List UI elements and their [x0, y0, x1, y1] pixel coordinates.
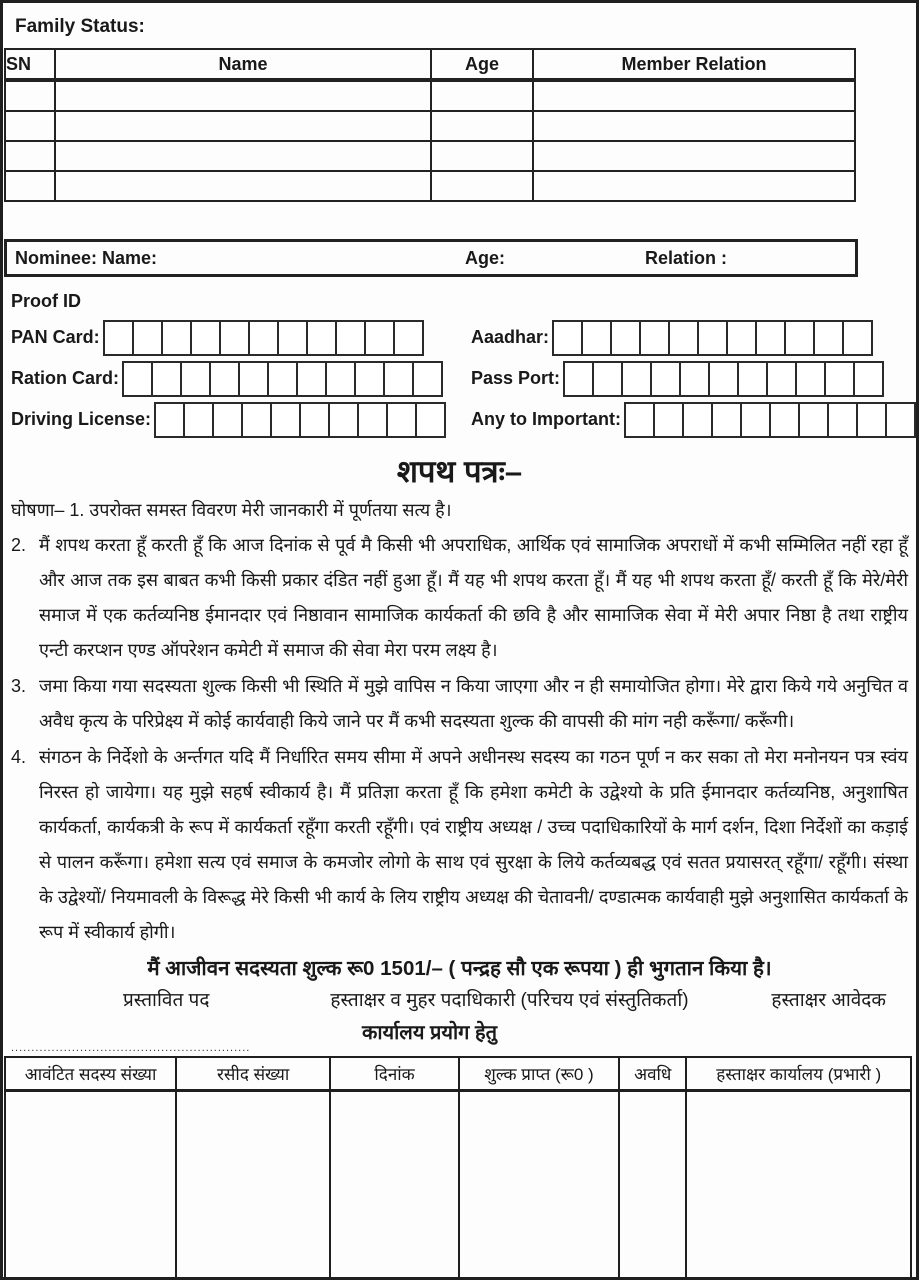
- office-use-title: कार्यालय प्रयोग हेतु: [361, 1022, 498, 1044]
- digit-box: [592, 361, 623, 397]
- digit-box: [621, 361, 652, 397]
- proof-field-passport: [471, 361, 916, 397]
- family-cell-sn: [5, 171, 55, 201]
- family-cell-relation: [533, 141, 855, 171]
- office-cell: [330, 1091, 459, 1280]
- family-cell-age: [431, 111, 533, 141]
- clause-text: संगठन के निर्देशो के अर्न्तगत यदि मैं निर्धारित समय सीमा में अपने अधीनस्थ सदस्य का गठन पूर्ण न कर सका तो मेरा मनोनयन पत्र स्वंय निरस्त हो जायेगा। यह मुझे सहर्ष स्वीकार्य है। मैं प्रतिज्ञा करता हूँ कि हमेशा कमेटी के उद्वेश्यो के प्रति ईमानदार कर्तव्यनिष्ठ, अनुशाषित कार्यकर्ता, कार्यकत्री के रूप में कार्यकर्ता रहूँगा करती रहूँगी। एवं राष्ट्रीय अध्यक्ष / उच्च पदाधिकारियों के मार्ग दर्शन, दिशा निर्देशों का कड़ाई से पालन करूँगा। हमेशा सत्य एवं समाज के कमजोर लोगो के साथ एवं सुरक्षा के लिये कर्तव्यबद्ध एवं सतत प्रयासरत् रहूँगा/ रहूँगी। संस्था के उद्वेश्यों/ नियमावली के विरूद्ध मेरे किसी भी कार्य के लिय राष्ट्रीय अध्यक्ष की चेतावनी/ दण्डात्मक कार्यवाही मुझे अनुशासित कार्यकर्ता के रूप में स्वीकार्य होगी।: [39, 747, 908, 942]
- family-cell-age: [431, 141, 533, 171]
- office-use-row: [3, 1012, 916, 1056]
- family-cell-relation: [533, 80, 855, 111]
- signature-row: [78, 986, 886, 1012]
- digit-box: [653, 402, 684, 438]
- office-header-date: दिनांक: [330, 1057, 459, 1091]
- proof-field-ration: [11, 361, 471, 397]
- aadhar-label: Aaadhar:: [471, 327, 550, 347]
- nominee-row: [4, 239, 858, 277]
- family-cell-sn: [5, 141, 55, 171]
- family-cell-name: [55, 80, 431, 111]
- family-cell-name: [55, 141, 431, 171]
- office-cell: [619, 1091, 686, 1280]
- office-table-body-row: [5, 1091, 911, 1280]
- office-table-header-row: [5, 1057, 911, 1091]
- digit-box: [212, 402, 243, 438]
- any-important-label: Any to Important:: [471, 409, 621, 429]
- office-cell: [459, 1091, 619, 1280]
- digit-box: [711, 402, 742, 438]
- digit-box: [755, 320, 786, 356]
- digit-box: [885, 402, 916, 438]
- digit-box: [824, 361, 855, 397]
- digit-box: [412, 361, 443, 397]
- office-cell: [5, 1091, 176, 1280]
- driving-license-boxes: [156, 402, 446, 438]
- family-header-relation: Member Relation: [533, 49, 855, 80]
- family-cell-relation: [533, 171, 855, 201]
- oath-clause-2: [11, 528, 908, 668]
- proof-field-aadhar: [471, 320, 916, 356]
- proposed-post-label: प्रस्तावित पद: [123, 990, 210, 1011]
- digit-box: [132, 320, 163, 356]
- digit-box: [798, 402, 829, 438]
- office-header-member-number: आवंटित सदस्य संख्या: [5, 1057, 176, 1091]
- digit-box: [386, 402, 417, 438]
- digit-box: [296, 361, 327, 397]
- digit-box: [241, 402, 272, 438]
- family-table-header-row: [5, 49, 855, 80]
- office-header-fee-received: शुल्क प्राप्त (रू0 ): [459, 1057, 619, 1091]
- proof-field-pan: [11, 320, 471, 356]
- clause-number: 4.: [11, 747, 27, 767]
- digit-box: [740, 402, 771, 438]
- proof-row-2: [11, 358, 916, 399]
- digit-box: [103, 320, 134, 356]
- pan-card-boxes: [105, 320, 424, 356]
- digit-box: [726, 320, 757, 356]
- officer-signature-label: हस्ताक्षर व मुहर पदाधिकारी (परिचय एवं संस्तुतिकर्ता): [330, 990, 689, 1011]
- office-header-office-signature: हस्ताक्षर कार्यालय (प्रभारी ): [686, 1057, 911, 1091]
- oath-title: शपथ पत्रः–: [396, 454, 523, 489]
- driving-license-label: Driving License:: [11, 409, 152, 429]
- digit-box: [219, 320, 250, 356]
- digit-box: [650, 361, 681, 397]
- digit-box: [151, 361, 182, 397]
- clause-number: 3.: [11, 676, 27, 696]
- digit-box: [610, 320, 641, 356]
- family-cell-name: [55, 171, 431, 201]
- clause-text: जमा किया गया सदस्यता शुल्क किसी भी स्थिति में मुझे वापिस न किया जाएगा और न ही समायोजित होगा। मेरे द्वारा किये गये अनुचित व अवैध कृत्य के परिप्रेक्ष्य में कोई कार्यवाही किये जाने पर मैं कभी सदस्यता शुल्क की वापसी की मांग नही करूँगा/ करूँगी।: [39, 676, 908, 731]
- digit-box: [299, 402, 330, 438]
- office-header-duration: अवधि: [619, 1057, 686, 1091]
- digit-box: [853, 361, 884, 397]
- digit-box: [842, 320, 873, 356]
- digit-box: [383, 361, 414, 397]
- digit-box: [325, 361, 356, 397]
- office-header-receipt-number: रसीद संख्या: [176, 1057, 330, 1091]
- passport-boxes: [565, 361, 884, 397]
- digit-box: [364, 320, 395, 356]
- digit-box: [708, 361, 739, 397]
- dotted-line: ...........................................................: [11, 1042, 251, 1054]
- digit-box: [267, 361, 298, 397]
- pan-card-label: PAN Card:: [11, 327, 100, 347]
- family-table-row: [5, 171, 855, 201]
- clause-number: 2.: [11, 535, 27, 555]
- family-table-row: [5, 80, 855, 111]
- clause-text: मैं शपथ करता हूँ करती हूँ कि आज दिनांक से पूर्व मै किसी भी अपराधिक, आर्थिक एवं सामाजिक अपराधों में कभी सम्मिलित नहीं रहा हूँ और आज तक इस बाबत कभी किसी प्रकार दंडित नहीं हुआ हूँ। मैं यह भी शपथ करता हूँ। मैं यह भी शपथ करता हूँ/ करती हूँ कि मेरे/मेरी समाज में एक कर्तव्यनिष्ठ ईमानदार एवं निष्ठावान सामाजिक कार्यकर्ता की छवि है और सामाजिक सेवा में मेरी अपार निष्ठा है तथा राष्ट्रीय एन्टी करप्शन एण्ड ऑपरेशन कमेटी में समाज की सेवा मेरा परम लक्ष्य है।: [39, 535, 908, 660]
- family-cell-age: [431, 80, 533, 111]
- digit-box: [552, 320, 583, 356]
- family-table: [4, 48, 856, 202]
- digit-box: [697, 320, 728, 356]
- digit-box: [856, 402, 887, 438]
- digit-box: [238, 361, 269, 397]
- digit-box: [209, 361, 240, 397]
- proof-id-title: Proof ID: [11, 291, 81, 311]
- digit-box: [328, 402, 359, 438]
- passport-label: Pass Port:: [471, 368, 561, 388]
- nominee-age-label: Age:: [465, 247, 505, 268]
- digit-box: [639, 320, 670, 356]
- office-cell: [176, 1091, 330, 1280]
- any-important-boxes: [626, 402, 916, 438]
- digit-box: [122, 361, 153, 397]
- family-table-row: [5, 141, 855, 171]
- digit-box: [682, 402, 713, 438]
- applicant-signature-label: हस्ताक्षर आवेदक: [771, 990, 886, 1011]
- digit-box: [668, 320, 699, 356]
- proof-row-1: [11, 317, 916, 358]
- nominee-name-label: Nominee: Name:: [15, 247, 158, 268]
- family-status-label: Family Status:: [15, 16, 145, 37]
- digit-box: [277, 320, 308, 356]
- aadhar-boxes: [554, 320, 873, 356]
- family-cell-name: [55, 111, 431, 141]
- digit-box: [813, 320, 844, 356]
- digit-box: [827, 402, 858, 438]
- family-table-row: [5, 111, 855, 141]
- digit-box: [161, 320, 192, 356]
- nominee-relation-label: Relation :: [645, 247, 728, 268]
- digit-box: [270, 402, 301, 438]
- digit-box: [180, 361, 211, 397]
- family-cell-sn: [5, 80, 55, 111]
- digit-box: [415, 402, 446, 438]
- digit-box: [393, 320, 424, 356]
- family-cell-age: [431, 171, 533, 201]
- family-header-sn: SN: [5, 49, 55, 80]
- digit-box: [354, 361, 385, 397]
- digit-box: [795, 361, 826, 397]
- family-header-name: Name: [55, 49, 431, 80]
- family-cell-sn: [5, 111, 55, 141]
- declaration-line: घोषणा– 1. उपरोक्त समस्त विवरण मेरी जानकारी में पूर्णतया सत्य है।: [11, 500, 452, 520]
- digit-box: [357, 402, 388, 438]
- digit-box: [563, 361, 594, 397]
- digit-box: [737, 361, 768, 397]
- digit-box: [784, 320, 815, 356]
- digit-box: [190, 320, 221, 356]
- digit-box: [769, 402, 800, 438]
- family-cell-relation: [533, 111, 855, 141]
- proof-field-any-important: [471, 402, 916, 438]
- office-use-table: [4, 1056, 912, 1280]
- digit-box: [248, 320, 279, 356]
- membership-fee-line: मैं आजीवन सदस्यता शुल्क रू0 1501/– ( पन्द्रह सौ एक रूपया ) ही भुगतान किया है।: [147, 957, 772, 980]
- office-cell: [686, 1091, 911, 1280]
- proof-row-3: [11, 399, 916, 440]
- proof-field-driving-license: [11, 402, 471, 438]
- digit-box: [766, 361, 797, 397]
- digit-box: [581, 320, 612, 356]
- digit-box: [183, 402, 214, 438]
- ration-card-label: Ration Card:: [11, 368, 119, 388]
- digit-box: [154, 402, 185, 438]
- digit-box: [679, 361, 710, 397]
- digit-box: [306, 320, 337, 356]
- family-header-age: Age: [431, 49, 533, 80]
- digit-box: [335, 320, 366, 356]
- oath-clause-4: [11, 740, 908, 950]
- digit-box: [624, 402, 655, 438]
- oath-clause-3: [11, 669, 908, 739]
- ration-card-boxes: [124, 361, 443, 397]
